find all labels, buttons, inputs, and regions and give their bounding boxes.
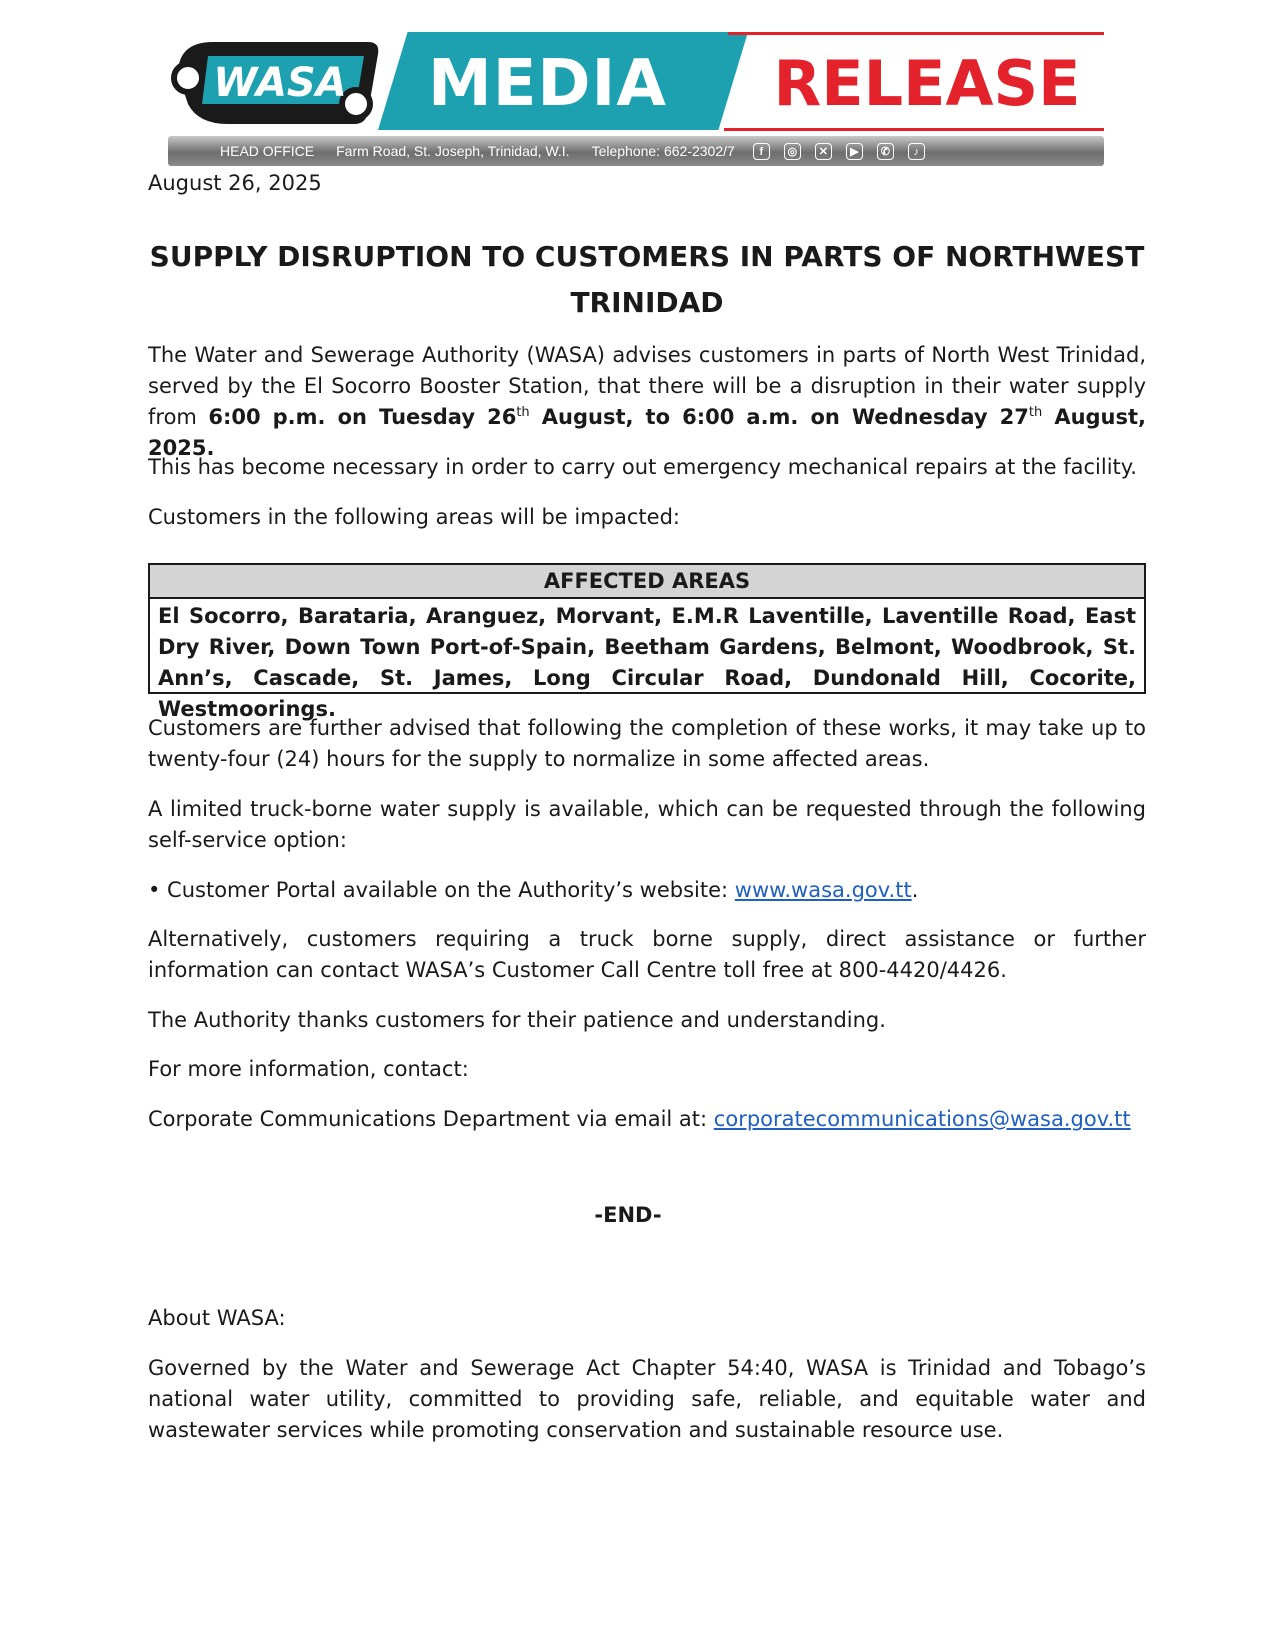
email-link[interactable]: corporatecommunications@wasa.gov.tt (713, 1107, 1131, 1131)
facebook-icon[interactable]: f (753, 143, 770, 160)
tiktok-icon[interactable]: ♪ (908, 143, 925, 160)
truck-supply-paragraph: A limited truck-borne water supply is available, which can be requested through the following self-service option: (148, 797, 1146, 852)
x-icon[interactable]: ✕ (815, 143, 832, 160)
affected-areas-list: El Socorro, Barataria, Aranguez, Morvant, E.M.R Laventille, Laventille Road, East Dry River, Down Town Port-of-Spain, Beetham Gardens, Belmont, Woodbrook, St. Ann’s, Cascade, St. James, Long Circular Road, Dundonald Hill, Cocorite, Westmoorings. (158, 604, 1136, 721)
contact-email-prefix: Corporate Communications Department via email at: (148, 1107, 714, 1131)
intro-sup-start: th (516, 405, 530, 420)
portal-suffix: . (911, 878, 919, 902)
intro-paragraph (148, 340, 1146, 464)
office-telephone: Telephone: 662-2302/7 (591, 143, 735, 159)
wasa-logo (168, 34, 388, 132)
contact-email-line (148, 1104, 1146, 1135)
intro-time-mid: August, to 6:00 a.m. on Wednesday 27 (529, 405, 1029, 429)
intro-time-end: August, 2025. (148, 405, 1147, 460)
head-office-label: HEAD OFFICE (220, 143, 315, 159)
logo-text: WASA (213, 60, 347, 106)
thanks-paragraph: The Authority thanks customers for their patience and understanding. (148, 1008, 886, 1032)
normalization-paragraph: Customers are further advised that following the completion of these works, it may take up to twenty-four (24) hours for the supply to normalize in some affected areas. (148, 716, 1146, 771)
social-icons (753, 143, 925, 160)
media-release-banner (168, 30, 1104, 168)
red-rule-bottom (724, 128, 1104, 131)
impact-intro: Customers in the following areas will be impacted: (148, 505, 680, 529)
intro-sup-end: th (1028, 405, 1043, 420)
affected-areas-header: AFFECTED AREAS (150, 565, 1144, 599)
whatsapp-icon[interactable]: ✆ (877, 143, 894, 160)
office-location: Farm Road, St. Joseph, Trinidad, W.I. (336, 143, 570, 159)
call-centre-paragraph: Alternatively, customers requiring a truck borne supply, direct assistance or further information can contact WASA’s Customer Call Centre toll free at 800-4420/4426. (148, 927, 1146, 982)
reason-paragraph: This has become necessary in order to carry out emergency mechanical repairs at the facility. (148, 455, 1137, 479)
media-heading: MEDIA (428, 47, 667, 121)
affected-areas-table (148, 563, 1146, 721)
instagram-icon[interactable]: ◎ (784, 143, 801, 160)
end-marker: -END- (594, 1203, 662, 1227)
release-date: August 26, 2025 (148, 171, 322, 195)
red-rule-top (728, 32, 1104, 35)
address-bar (168, 136, 1104, 166)
portal-text: • Customer Portal available on the Authority’s website: (148, 878, 735, 902)
website-link[interactable]: www.wasa.gov.tt (734, 878, 912, 902)
release-heading: RELEASE (773, 47, 1081, 120)
youtube-icon[interactable]: ▶ (846, 143, 863, 160)
portal-bullet (148, 875, 1146, 906)
banner-top (168, 30, 1104, 134)
intro-time-start: 6:00 p.m. on Tuesday 26 (208, 405, 517, 429)
intro-text: The Water and Sewerage Authority (WASA) advises customers in parts of North West Trinidad, served by the El Socorro Booster Station, that there will be a disruption in their water supply from (148, 343, 1146, 429)
contact-intro: For more information, contact: (148, 1057, 469, 1081)
page-title: SUPPLY DISRUPTION TO CUSTOMERS IN PARTS OF NORTHWEST TRINIDAD (149, 240, 1145, 319)
about-heading: About WASA: (148, 1306, 286, 1330)
about-body: Governed by the Water and Sewerage Act Chapter 54:40, WASA is Trinidad and Tobago’s national water utility, committed to providing safe, reliable, and equitable water and wastewater services while promoting conservation and sustainable resource use. (148, 1356, 1146, 1442)
